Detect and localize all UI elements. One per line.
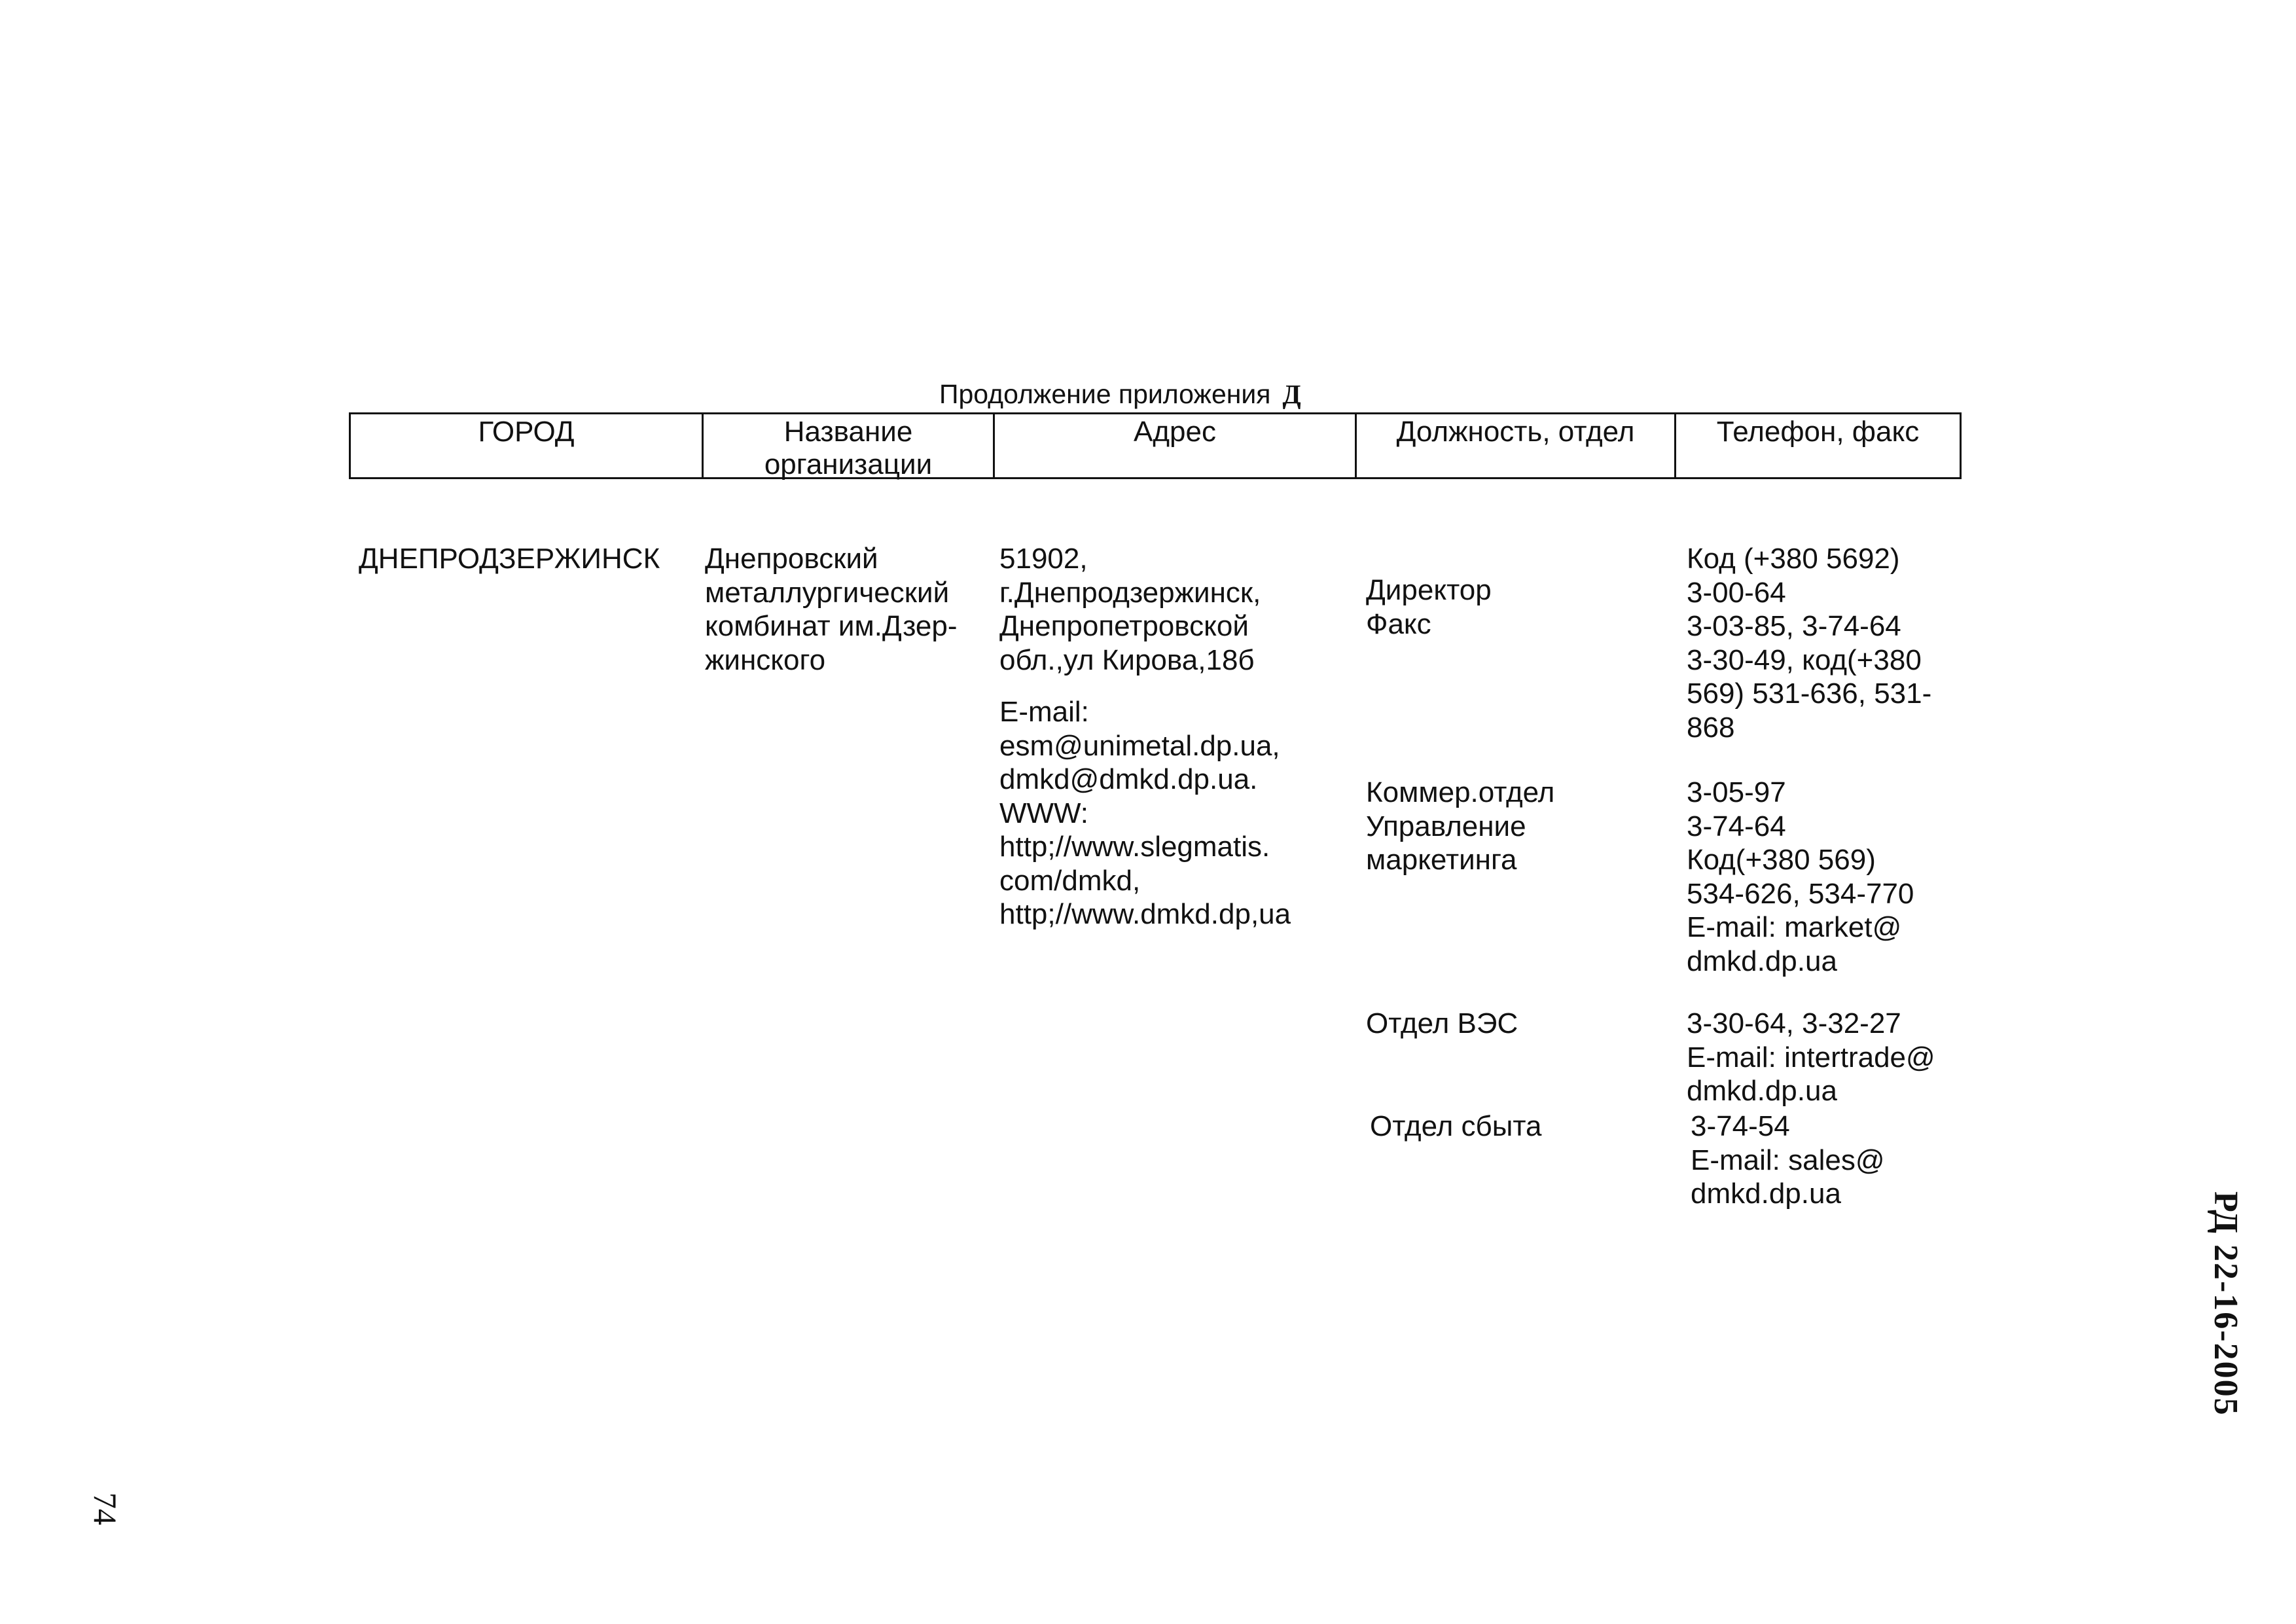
address-contact-line: http;//www.slegmatis. [999, 831, 1270, 863]
phone-line: 3-05-97 [1687, 776, 1786, 808]
phone-line: 3-74-64 [1687, 810, 1786, 842]
address-line: г.Днепродзержинск, [999, 576, 1261, 609]
phone-line: 3-00-64 [1687, 576, 1786, 609]
phone-ves [1687, 1007, 1935, 1108]
phone-line: 3-30-64, 3-32-27 [1687, 1007, 1901, 1039]
phone-director [1687, 542, 1931, 744]
position-line: маркетинга [1366, 844, 1517, 876]
position-line: Отдел ВЭС [1366, 1007, 1518, 1039]
phone-line: 569) 531-636, 531- [1687, 677, 1932, 710]
org-line: металлургический [705, 576, 950, 609]
phone-line: 534-626, 534-770 [1687, 877, 1914, 910]
phone-line: dmkd.dp.ua [1691, 1178, 1841, 1210]
org-line: Днепровский [705, 543, 878, 575]
phone-line: 868 [1687, 711, 1735, 744]
table-header [349, 412, 1962, 479]
cell-address [999, 542, 1291, 931]
phone-line: E-mail: market@ [1687, 911, 1902, 943]
address-contact-line: E-mail: [999, 696, 1089, 728]
phone-line: dmkd.dp.ua [1687, 1075, 1837, 1107]
phone-line: E-mail: intertrade@ [1687, 1041, 1935, 1074]
address-line: 51902, [999, 543, 1088, 575]
position-sales [1370, 1110, 1541, 1144]
position-line: Отдел сбыта [1370, 1110, 1542, 1142]
phone-line: E-mail: sales@ [1691, 1144, 1885, 1176]
phone-line: Код (+380 5692) [1687, 543, 1900, 575]
position-ves [1366, 1007, 1518, 1041]
address-line: обл.,ул Кирова,18б [999, 643, 1255, 676]
address-contact-line: WWW: [999, 797, 1089, 829]
position-line: Коммер.отдел [1366, 776, 1555, 808]
phone-line: dmkd.dp.ua [1687, 945, 1837, 977]
position-commerce [1366, 776, 1554, 877]
position-director [1366, 573, 1492, 641]
phone-line: 3-03-85, 3-74-64 [1687, 610, 1901, 642]
cell-organization [705, 542, 958, 677]
org-line: жинского [705, 643, 826, 676]
phone-line: Код(+380 569) [1687, 844, 1876, 876]
table-caption [939, 378, 1397, 410]
page-number: 74 [87, 1492, 124, 1525]
header-address: Адрес [995, 414, 1357, 477]
caption-letter: Д [1282, 379, 1301, 409]
cell-city [359, 542, 660, 576]
phone-sales [1691, 1110, 1885, 1211]
document-code: РД 22-16-2005 [2207, 1191, 2244, 1416]
address-contact-line: dmkd@dmkd.dp.ua. [999, 763, 1258, 795]
phone-line: 3-30-49, код(+380 [1687, 643, 1922, 676]
position-line: Директор [1366, 574, 1492, 606]
position-line: Управление [1366, 810, 1526, 842]
address-contact-line: http;//www.dmkd.dp,ua [999, 898, 1291, 930]
caption-text: Продолжение приложения [939, 379, 1271, 409]
header-city: ГОРОД [351, 414, 704, 477]
phone-line: 3-74-54 [1691, 1110, 1790, 1142]
org-line: комбинат им.Дзер- [705, 610, 958, 642]
address-contact-line: esm@unimetal.dp.ua, [999, 729, 1280, 762]
address-line: Днепропетровской [999, 610, 1249, 642]
position-line: Факс [1366, 607, 1431, 640]
city-name: ДНЕПРОДЗЕРЖИНСК [359, 543, 660, 575]
header-organization: Название организации [704, 414, 995, 477]
address-contact-line: com/dmkd, [999, 864, 1141, 897]
header-position: Должность, отдел [1357, 414, 1676, 477]
header-phone: Телефон, факс [1716, 416, 1920, 448]
phone-commerce [1687, 776, 1914, 978]
